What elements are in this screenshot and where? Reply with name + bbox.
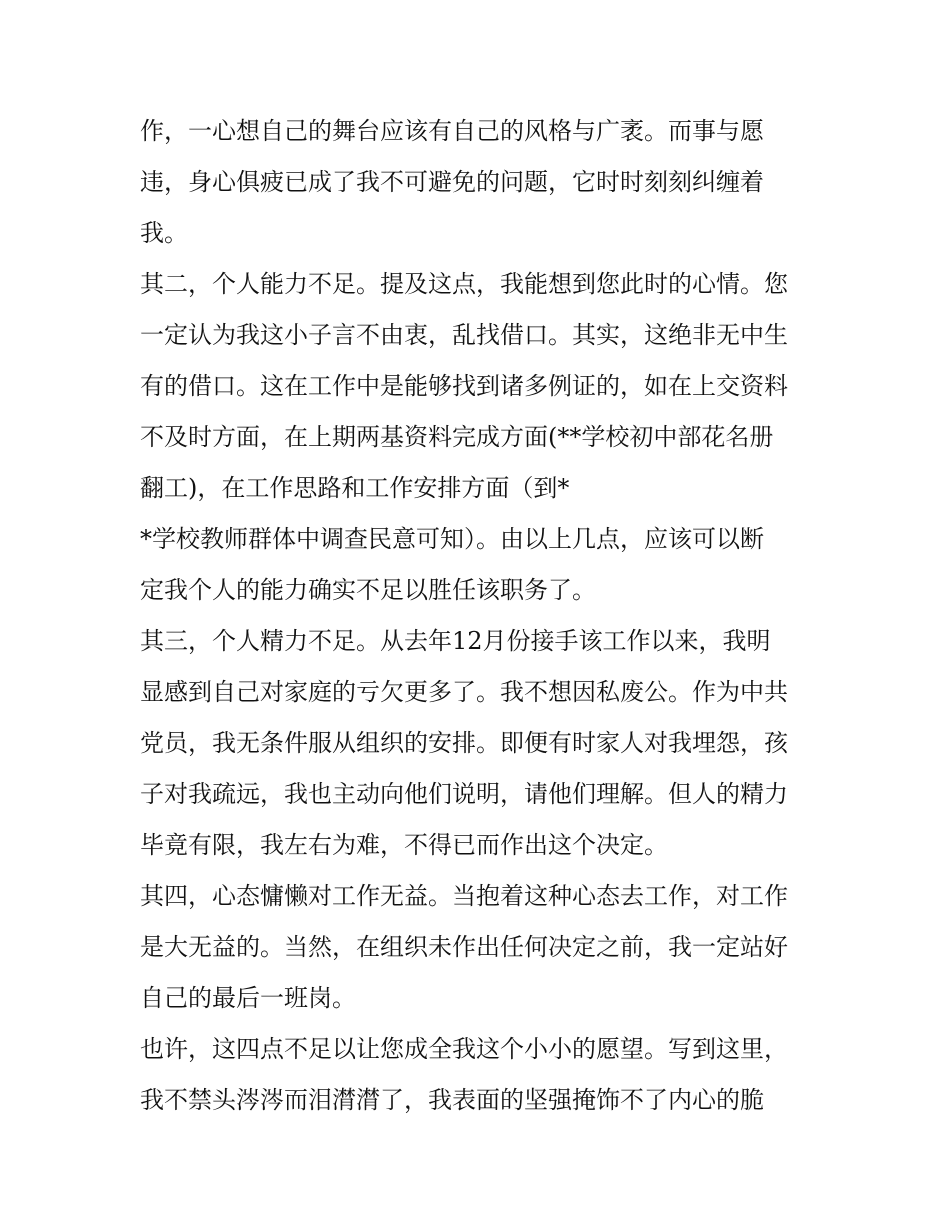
text-line: 翻工)，在工作思路和工作安排方面（到* — [140, 474, 570, 502]
text-line: 其二，个人能力不足。提及这点，我能想到您此时的心情。您 — [140, 270, 788, 298]
text-line: 一定认为我这小子言不由衷，乱找借口。其实，这绝非无中生 — [140, 321, 788, 349]
text-line: 我不禁头涔涔而泪潸潸了，我表面的坚强掩饰不了内心的脆 — [140, 1086, 764, 1114]
text-line: 是大无益的。当然，在组织未作出任何决定之前，我一定站好 — [140, 933, 788, 961]
text-line: *学校教师群体中调查民意可知）。由以上几点，应该可以断 — [140, 525, 764, 553]
text-line: 我。 — [140, 219, 188, 247]
text-line: 有的借口。这在工作中是能够找到诸多例证的，如在上交资料 — [140, 372, 788, 400]
body-text — [140, 106, 830, 1126]
text-line: 定我个人的能力确实不足以胜任该职务了。 — [140, 576, 596, 604]
text-line: 毕竟有限，我左右为难，不得已而作出这个决定。 — [140, 831, 668, 859]
text-line: 其四，心态慵懒对工作无益。当抱着这种心态去工作，对工作 — [140, 882, 788, 910]
text-line: 违，身心俱疲已成了我不可避免的问题，它时时刻刻纠缠着 — [140, 168, 764, 196]
text-line: 也许，这四点不足以让您成全我这个小小的愿望。写到这里， — [140, 1035, 788, 1063]
text-line: 不及时方面，在上期两基资料完成方面(**学校初中部花名册 — [140, 423, 774, 451]
text-line: 其三，个人精力不足。从去年12月份接手该工作以来，我明 — [140, 627, 771, 655]
text-line: 显感到自己对家庭的亏欠更多了。我不想因私废公。作为中共 — [140, 678, 788, 706]
text-line: 自己的最后一班岗。 — [140, 984, 356, 1012]
text-line: 子对我疏远，我也主动向他们说明，请他们理解。但人的精力 — [140, 780, 788, 808]
text-line: 作，一心想自己的舞台应该有自己的风格与广袤。而事与愿 — [140, 117, 764, 145]
text-line: 党员，我无条件服从组织的安排。即便有时家人对我埋怨，孩 — [140, 729, 788, 757]
